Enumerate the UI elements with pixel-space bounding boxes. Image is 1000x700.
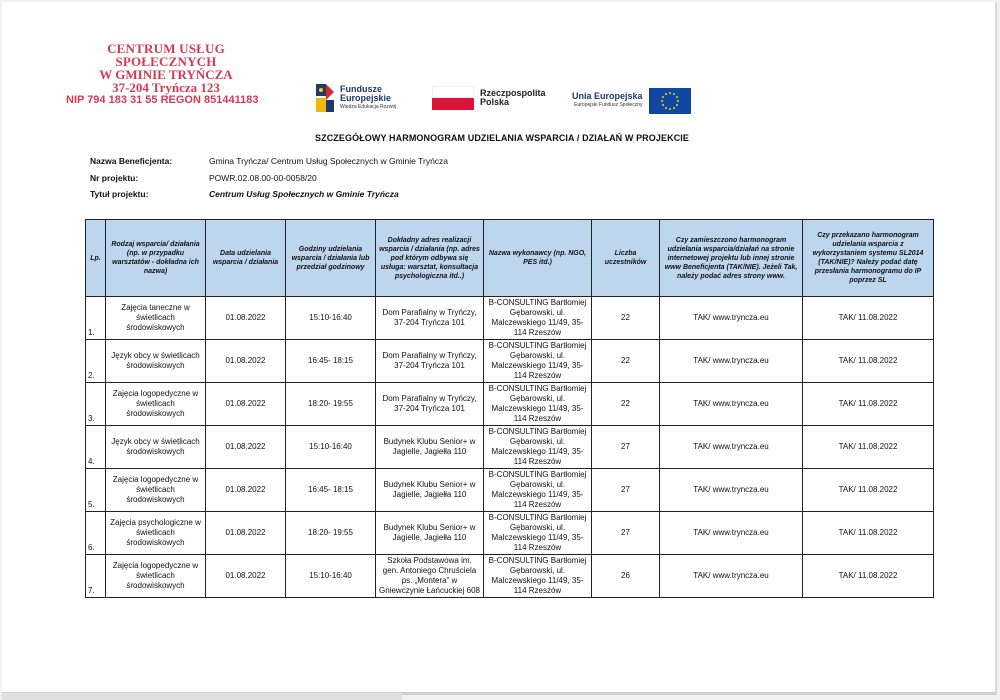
cell-hours: 18:20- 19:55 bbox=[286, 383, 376, 426]
lp-number: 2. bbox=[88, 371, 95, 380]
header-date: Data udzielania wsparcia / działania bbox=[206, 220, 286, 297]
cell-lp bbox=[86, 512, 106, 555]
table-row bbox=[86, 555, 934, 598]
cell-date: 01.08.2022 bbox=[206, 383, 286, 426]
beneficiary-value: Gmina Tryńcza/ Centrum Usług Społecznych w Gminie Tryńcza bbox=[209, 156, 449, 166]
table-row bbox=[86, 340, 934, 383]
lp-number: 7. bbox=[88, 586, 95, 595]
cell-participants: 22 bbox=[592, 340, 660, 383]
cell-sl2014: TAK/ 11.08.2022 bbox=[803, 469, 934, 512]
cell-contractor: B-CONSULTING Bartłomiej Gębarowski, ul. Malczewskiego 11/49, 35-114 Rzeszów bbox=[484, 512, 592, 555]
document-title: SZCZEGÓŁOWY HARMONOGRAM UDZIELANIA WSPARCIA / DZIAŁAŃ W PROJEKCIE bbox=[315, 133, 689, 143]
cell-support-type: Zajęcia logopedyczne w świetlicach środowiskowych bbox=[106, 555, 206, 598]
cell-address: Budynek Klubu Senior+ w Jagielle, Jagiełła 110 bbox=[376, 512, 484, 555]
schedule-table bbox=[85, 219, 934, 598]
cell-contractor: B-CONSULTING Bartłomiej Gębarowski, ul. Malczewskiego 11/49, 35-114 Rzeszów bbox=[484, 340, 592, 383]
cell-contractor: B-CONSULTING Bartłomiej Gębarowski, ul. Malczewskiego 11/49, 35-114 Rzeszów bbox=[484, 469, 592, 512]
document-page bbox=[2, 2, 997, 695]
cell-date: 01.08.2022 bbox=[206, 340, 286, 383]
beneficiary-label: Nazwa Beneficjenta: bbox=[90, 156, 173, 166]
cell-website: TAK/ www.tryncza.eu bbox=[660, 383, 803, 426]
eu-sub: Europejski Fundusz Społeczny bbox=[574, 102, 643, 108]
cell-contractor: B-CONSULTING Bartłomiej Gębarowski, ul. Malczewskiego 11/49, 35-114 Rzeszów bbox=[484, 383, 592, 426]
header-website: Czy zamieszczono harmonogram udzielania wsparcia/działań na stronie internetowej projektu lub innej stronie www Beneficjenta (TAK/NIE). Jeżeli Tak, należy podać adres strony www. bbox=[660, 220, 803, 297]
cell-lp bbox=[86, 426, 106, 469]
fundusze-europejskie-logo bbox=[314, 82, 396, 114]
pl-name-2: Polska bbox=[480, 97, 510, 107]
lp-number: 5. bbox=[88, 500, 95, 509]
cell-address: Dom Parafialny w Tryńczy, 37-204 Tryńcza 101 bbox=[376, 340, 484, 383]
project-number-value: POWR.02.08.00-00-0058/20 bbox=[209, 173, 317, 183]
eu-name: Unia Europejska bbox=[572, 91, 643, 101]
cell-sl2014: TAK/ 11.08.2022 bbox=[803, 297, 934, 340]
cell-lp bbox=[86, 340, 106, 383]
cell-participants: 27 bbox=[592, 469, 660, 512]
fe-sub: Wiedza Edukacja Rozwój bbox=[340, 103, 397, 110]
cell-website: TAK/ www.tryncza.eu bbox=[660, 340, 803, 383]
cell-lp bbox=[86, 555, 106, 598]
pl-name-1: Rzeczpospolita bbox=[480, 88, 546, 98]
table-row bbox=[86, 297, 934, 340]
header-participants: Liczba uczestników bbox=[592, 220, 660, 297]
cell-participants: 27 bbox=[592, 512, 660, 555]
cell-sl2014: TAK/ 11.08.2022 bbox=[803, 555, 934, 598]
cell-hours: 18:20- 19:55 bbox=[286, 512, 376, 555]
cell-hours: 16:45- 18:15 bbox=[286, 469, 376, 512]
fe-name-2: Europejskie bbox=[340, 92, 392, 103]
project-title-label: Tytuł projektu: bbox=[90, 189, 149, 199]
cell-address: Szkoła Podstawowa im. gen. Antoniego Chruściela ps. „Montera” w Gniewczynie Łańcuckiej 608 bbox=[376, 555, 484, 598]
cell-address: Budynek Klubu Senior+ w Jagielle, Jagiełła 110 bbox=[376, 469, 484, 512]
scan-edge bbox=[2, 693, 402, 700]
cell-participants: 26 bbox=[592, 555, 660, 598]
cell-support-type: Zajęcia logopedyczne w świetlicach środowiskowych bbox=[106, 383, 206, 426]
lp-number: 4. bbox=[88, 457, 95, 466]
cell-hours: 15:10-16:40 bbox=[286, 297, 376, 340]
project-title-value: Centrum Usług Społecznych w Gminie Tryńcza bbox=[209, 189, 399, 199]
cell-contractor: B-CONSULTING Bartłomiej Gębarowski, ul. Malczewskiego 11/49, 35-114 Rzeszów bbox=[484, 555, 592, 598]
cell-date: 01.08.2022 bbox=[206, 512, 286, 555]
stamp-line-4: NIP 794 183 31 55 REGON 851441183 bbox=[66, 94, 259, 106]
polish-flag-icon bbox=[432, 86, 474, 110]
cell-hours: 16:45- 18:15 bbox=[286, 340, 376, 383]
cell-lp bbox=[86, 297, 106, 340]
cell-support-type: Zajęcia taneczne w świetlicach środowiskowych bbox=[106, 297, 206, 340]
cell-website: TAK/ www.tryncza.eu bbox=[660, 426, 803, 469]
cell-lp bbox=[86, 383, 106, 426]
cell-website: TAK/ www.tryncza.eu bbox=[660, 555, 803, 598]
cell-sl2014: TAK/ 11.08.2022 bbox=[803, 512, 934, 555]
header-hours: Godziny udzielania wsparcia / działania lub przedział godzinowy bbox=[286, 220, 376, 297]
lp-number: 1. bbox=[88, 328, 95, 337]
cell-participants: 22 bbox=[592, 383, 660, 426]
cell-date: 01.08.2022 bbox=[206, 469, 286, 512]
unia-europejska-logo bbox=[572, 88, 691, 114]
cell-contractor: B-CONSULTING Bartłomiej Gębarowski, ul. Malczewskiego 11/49, 35-114 Rzeszów bbox=[484, 297, 592, 340]
funding-logos-bar bbox=[2, 82, 1000, 122]
cell-website: TAK/ www.tryncza.eu bbox=[660, 297, 803, 340]
table-header-row bbox=[86, 220, 934, 297]
lp-number: 3. bbox=[88, 414, 95, 423]
cell-website: TAK/ www.tryncza.eu bbox=[660, 512, 803, 555]
cell-participants: 22 bbox=[592, 297, 660, 340]
stamp-line-1: CENTRUM USŁUG SPOŁECZNYCH bbox=[107, 41, 225, 69]
cell-address: Dom Parafialny w Tryńczy, 37-204 Tryńcza 101 bbox=[376, 297, 484, 340]
cell-hours: 15:10-16:40 bbox=[286, 426, 376, 469]
header-sl2014: Czy przekazano harmonogram udzielania wsparcia z wykorzystaniem systemu SL2014 (TAK/NIE)? Należy podać datę przesłania harmonogramu do IP poprzez SL bbox=[803, 220, 934, 297]
header-contractor: Nazwa wykonawcy (np. NGO, PES itd.) bbox=[484, 220, 592, 297]
fe-name-1: Fundusze bbox=[340, 83, 382, 94]
header-support-type: Rodzaj wsparcia/ działania (np. w przypadku warsztatów - dokładna ich nazwa) bbox=[106, 220, 206, 297]
cell-sl2014: TAK/ 11.08.2022 bbox=[803, 383, 934, 426]
fundusze-europejskie-icon bbox=[314, 82, 336, 114]
table-row bbox=[86, 469, 934, 512]
lp-number: 6. bbox=[88, 543, 95, 552]
table-row bbox=[86, 426, 934, 469]
cell-address: Budynek Klubu Senior+ w Jagielle, Jagiełła 110 bbox=[376, 426, 484, 469]
stamp-line-3: 37-204 Tryńcza 123 bbox=[112, 80, 220, 95]
table-row bbox=[86, 512, 934, 555]
cell-participants: 27 bbox=[592, 426, 660, 469]
cell-lp bbox=[86, 469, 106, 512]
eu-flag-icon bbox=[649, 88, 691, 114]
rzeczpospolita-logo bbox=[432, 86, 546, 110]
cell-address: Dom Parafialny w Tryńczy, 37-204 Tryńcza 101 bbox=[376, 383, 484, 426]
cell-date: 01.08.2022 bbox=[206, 555, 286, 598]
cell-support-type: Język obcy w świetlicach środowiskowych bbox=[106, 426, 206, 469]
cell-date: 01.08.2022 bbox=[206, 426, 286, 469]
header-address: Dokładny adres realizacji wsparcia / działania (np. adres pod którym odbywa się usługa: warsztat, konsultacja psychologiczna itd..) bbox=[376, 220, 484, 297]
cell-sl2014: TAK/ 11.08.2022 bbox=[803, 340, 934, 383]
cell-hours: 15:10-16:40 bbox=[286, 555, 376, 598]
cell-website: TAK/ www.tryncza.eu bbox=[660, 469, 803, 512]
stamp-line-2: W GMINIE TRYŃCZA bbox=[99, 67, 233, 82]
table-row bbox=[86, 383, 934, 426]
header-lp: Lp. bbox=[86, 220, 106, 297]
cell-contractor: B-CONSULTING Bartłomiej Gębarowski, ul. Malczewskiego 11/49, 35-114 Rzeszów bbox=[484, 426, 592, 469]
cell-support-type: Zajęcia psychologiczne w świetlicach środowiskowych bbox=[106, 512, 206, 555]
project-number-label: Nr projektu: bbox=[90, 173, 139, 183]
cell-sl2014: TAK/ 11.08.2022 bbox=[803, 426, 934, 469]
cell-date: 01.08.2022 bbox=[206, 297, 286, 340]
cell-support-type: Język obcy w świetlicach środowiskowych bbox=[106, 340, 206, 383]
cell-support-type: Zajęcia logopedyczne w świetlicach środowiskowych bbox=[106, 469, 206, 512]
